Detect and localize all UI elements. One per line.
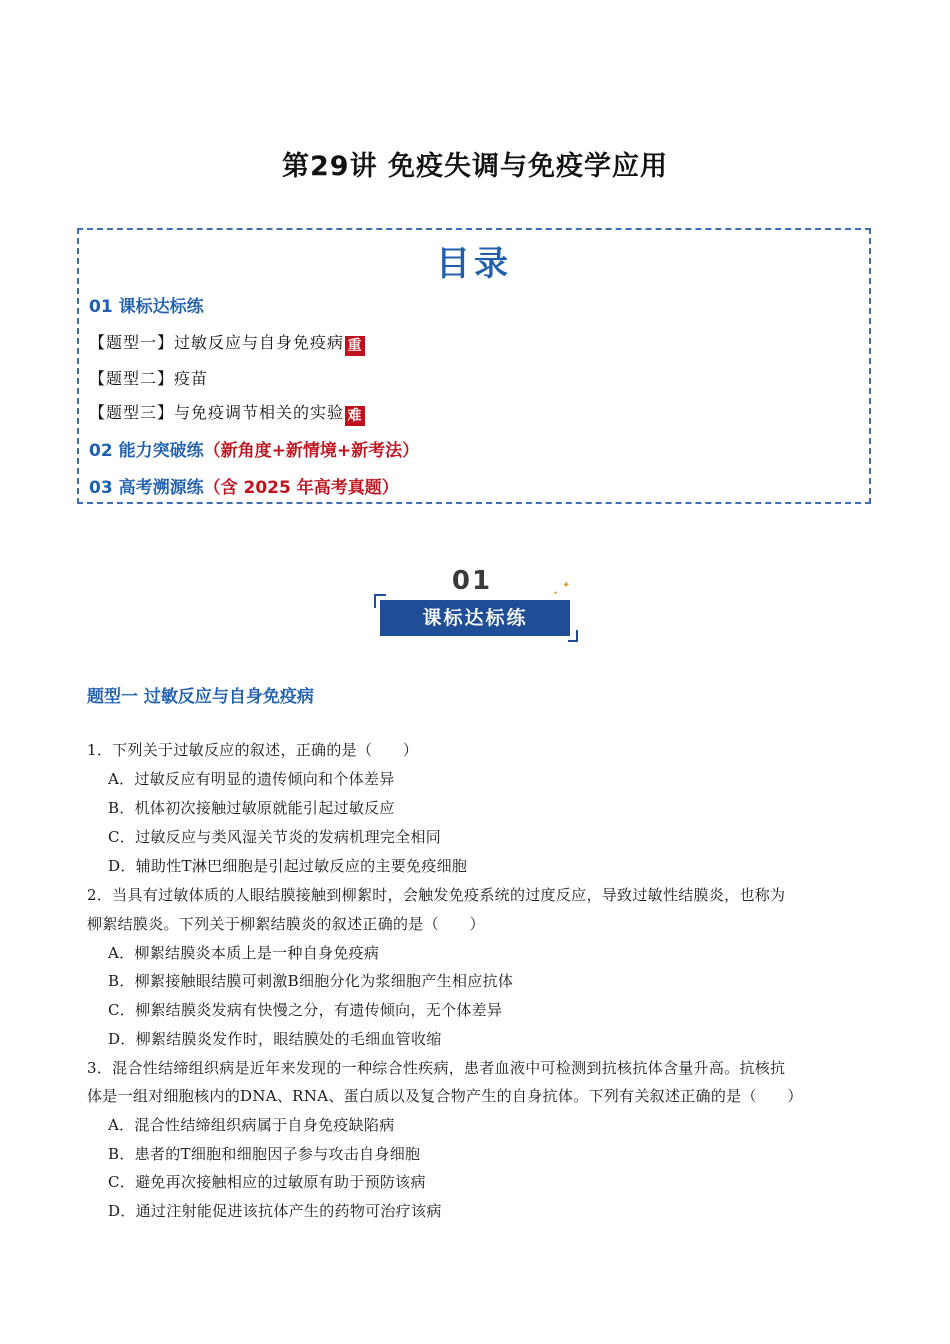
toc-item-type-3[interactable] <box>89 400 365 426</box>
sparkle-icon: ✦ <box>553 590 559 597</box>
page-title: 第29讲 免疫失调与免疫学应用 <box>282 151 668 182</box>
difficulty-badge: 难 <box>345 406 365 426</box>
question-3-stem-line-2: 体是一组对细胞核内的DNA、RNA、蛋白质以及复合物产生的自身抗体。下列有关叙述正确的是（ ） <box>87 1087 803 1105</box>
question-2-option-d[interactable]: D．柳絮结膜炎发作时，眼结膜处的毛细血管收缩 <box>108 1030 442 1048</box>
toc-section-note: （含 2025 年高考真题） <box>203 478 399 498</box>
question-1-option-a[interactable]: A．过敏反应有明显的遗传倾向和个体差异 <box>108 770 395 788</box>
question-2-stem-line-2: 柳絮结膜炎。下列关于柳絮结膜炎的叙述正确的是（ ） <box>87 915 485 933</box>
toc-section-3[interactable] <box>89 473 399 498</box>
sparkle-icon: ✦ <box>562 580 571 591</box>
toc-item-type-1[interactable] <box>89 330 365 356</box>
question-3-option-d[interactable]: D．通过注射能促进该抗体产生的药物可治疗该病 <box>108 1202 442 1220</box>
toc-item-type-2[interactable] <box>89 366 208 389</box>
toc-section-1[interactable]: 01 课标达标练 <box>89 297 204 317</box>
toc-section-label: 03 高考溯源练 <box>89 478 204 498</box>
question-2-option-a[interactable]: A．柳絮结膜炎本质上是一种自身免疫病 <box>108 944 380 962</box>
toc-item-label: 【题型一】过敏反应与自身免疫病 <box>89 333 345 352</box>
question-1-option-b[interactable]: B．机体初次接触过敏原就能引起过敏反应 <box>108 799 395 817</box>
key-point-badge: 重 <box>345 336 365 356</box>
question-3-option-b[interactable]: B．患者的T细胞和细胞因子参与攻击自身细胞 <box>108 1145 421 1163</box>
question-1-option-d[interactable]: D．辅助性T淋巴细胞是引起过敏反应的主要免疫细胞 <box>108 857 468 875</box>
section-badge-label: 课标达标练 <box>380 600 570 636</box>
toc-item-label: 【题型二】疫苗 <box>89 369 209 388</box>
toc-section-label: 02 能力突破练 <box>89 441 204 461</box>
question-2-option-b[interactable]: B．柳絮接触眼结膜可刺激B细胞分化为浆细胞产生相应抗体 <box>108 972 514 990</box>
section-title: 题型一 过敏反应与自身免疫病 <box>87 687 314 707</box>
question-2-stem-line-1: 2．当具有过敏体质的人眼结膜接触到柳絮时，会触发免疫系统的过度反应，导致过敏性结膜炎，也称为 <box>87 886 786 904</box>
question-3-stem-line-1: 3．混合性结缔组织病是近年来发现的一种综合性疾病，患者血液中可检测到抗核抗体含量升高。抗核抗 <box>87 1059 786 1077</box>
toc-section-2[interactable] <box>89 436 419 461</box>
section-badge <box>372 566 582 644</box>
section-number: 01 <box>451 566 493 596</box>
question-1-stem: 1．下列关于过敏反应的叙述，正确的是（ ） <box>87 741 419 759</box>
toc-heading: 目录 <box>436 244 512 284</box>
question-3-option-a[interactable]: A．混合性结缔组织病属于自身免疫缺陷病 <box>108 1116 395 1134</box>
table-of-contents <box>77 228 871 504</box>
toc-item-label: 【题型三】与免疫调节相关的实验 <box>89 403 345 422</box>
question-1-option-c[interactable]: C．过敏反应与类风湿关节炎的发病机理完全相同 <box>108 828 442 846</box>
question-2-option-c[interactable]: C．柳絮结膜炎发病有快慢之分，有遗传倾向，无个体差异 <box>108 1001 503 1019</box>
toc-section-note: （新角度+新情境+新考法） <box>203 441 420 461</box>
question-3-option-c[interactable]: C．避免再次接触相应的过敏原有助于预防该病 <box>108 1173 426 1191</box>
